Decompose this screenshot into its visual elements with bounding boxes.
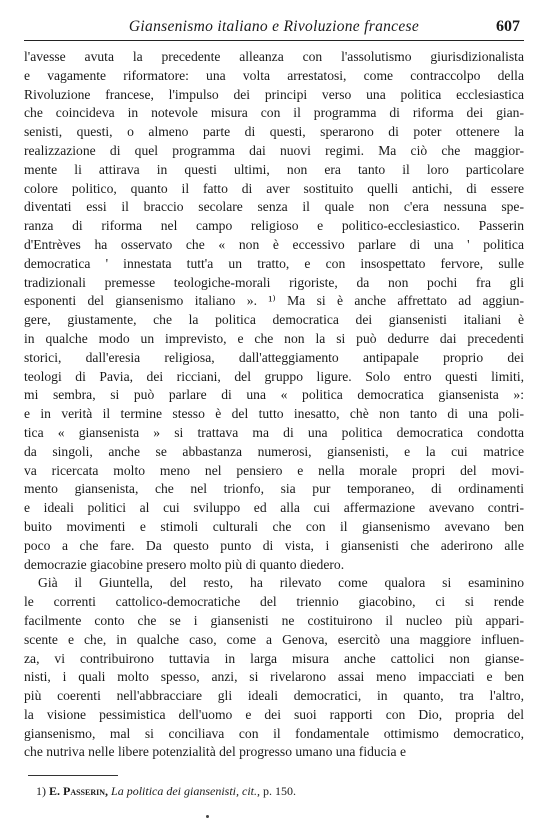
text-line: mente li attirava in questi ultimi, non era tanto il loro particolare (24, 161, 524, 177)
text-line: e vagamente riformatore: una volta arrestatosi, come contraccolpo della (24, 67, 524, 83)
text-line: buito movimenti e stimoli culturali che con il giansenismo avevano ben (24, 518, 524, 534)
text-line: Rivoluzione francese, l'impulso dei principi verso una politica ecclesiastica (24, 86, 524, 102)
footnote-title: La politica dei giansenisti, cit., (111, 784, 261, 798)
text-line: ranza di riforma nel campo religioso e politico-ecclesiastico. Passerin (24, 218, 524, 234)
text-line: da singoli, anche se abbastanza numerosi, giansenisti, e la cui matrice (24, 443, 524, 459)
running-header (24, 18, 524, 41)
text-line: e in verità il termine stesso è del tutto inesatto, chè non tanto di una poli- (24, 406, 524, 422)
footnote (36, 784, 296, 799)
text-line: nisti, i quali molto spesso, anzi, si rivelarono assai meno impacciati e ben (24, 669, 524, 685)
text-line: esponenti del giansenismo italiano ». ¹⁾ Ma si è anche affrettato ad aggiun- (24, 293, 524, 309)
body-text (24, 48, 524, 762)
text-line: giansenismo, mal si conciliava con il fondamentale ottimismo democratico, (24, 725, 524, 741)
text-line: democratica ' innestata tutt'a un tratto, e con insospettato fervore, sulle (24, 255, 524, 271)
text-line: mento giansenista, che nel trionfo, sia pur temporaneo, di ordinamenti (24, 481, 524, 497)
text-line: senisti, questi, o almeno parte di questi, sperarono di poter ottenere la (24, 124, 524, 140)
text-line: in qualche modo un imprevisto, e che non la si può dedurre dai precedenti (24, 330, 524, 346)
text-line: mi sembra, si può parlare di una « politica democratica giansenista »: (24, 387, 524, 403)
text-line: diventati essi il braccio secolare senza il quale non c'era nessuna spe- (24, 199, 524, 215)
text-line: che coincideva in notevole misura con il programma di riforma dei gian- (24, 105, 524, 121)
footnote-marker: 1) (36, 784, 46, 798)
running-title: Giansenismo italiano e Rivoluzione francese (128, 18, 420, 35)
text-line: realizzazione di quel programma dai nuovi regimi. Ma ciò che maggior- (24, 142, 524, 158)
footnote-page: p. 150. (263, 784, 297, 798)
text-line: poco a che fare. Da questo punto di vista, i giansenisti che aderirono alle (24, 537, 524, 553)
footnote-author: E. Passerin, (49, 784, 109, 798)
text-line: scente e che, in qualche caso, come a Genova, esercitò una maggiore influen- (24, 631, 524, 647)
text-line: le correnti cattolico-democratiche del triennio giacobino, ci si rende (24, 594, 524, 610)
text-line: democrazie giacobine presero molto più di quanto diedero. (24, 556, 345, 572)
print-speck (206, 815, 209, 818)
text-line: va ricercata molto meno nel pensiero e nella morale propri del movi- (24, 462, 524, 478)
text-line: teologi di Pavia, dei ricciani, del gruppo ligure. Solo entro questi limiti, (24, 368, 524, 384)
text-line: tradizionali premesse teologiche-morali rigoriste, da non pochi fra gli (24, 274, 524, 290)
footnote-rule (28, 775, 118, 776)
text-line: tica « giansenista » si trattava ma di una politica democratica condotta (24, 424, 524, 440)
text-line: la visione pessimistica dell'uomo e dei suoi rapporti con Dio, propria del (24, 706, 524, 722)
text-line: Già il Giuntella, del resto, ha rilevato come qualora si esaminino (38, 575, 524, 591)
text-line: facilmente conto che se i giansenisti ne costituirono il nucleo più appari- (24, 612, 524, 628)
text-line: più coerenti nell'abbracciare gli ideali democratici, in quanto, tra l'altro, (24, 688, 524, 704)
text-line: colore politico, quanto il fatto di aver sostituito quelli antichi, di essere (24, 180, 524, 196)
text-line: storici, dall'eresia religiosa, dall'atteggiamento antipapale proprio dei (24, 349, 524, 365)
text-line: d'Entrèves ha osservato che « non è eccessivo parlare di una ' politica (24, 236, 524, 252)
text-line: gere, giustamente, che la politica democratica dei giansenisti italiani è (24, 312, 524, 328)
page-number: 607 (496, 18, 520, 35)
text-line: e ideali politici al cui sviluppo ed alla cui affermazione avevano contri- (24, 500, 524, 516)
text-line: che nutriva nelle libere potenzialità del progresso umano una fiducia e (24, 744, 406, 760)
text-line: l'avesse avuta la precedente alleanza con l'assolutismo giurisdizionalista (24, 49, 524, 64)
text-line: za, vi contribuirono tuttavia in larga misura anche cattolici non gianse- (24, 650, 524, 666)
